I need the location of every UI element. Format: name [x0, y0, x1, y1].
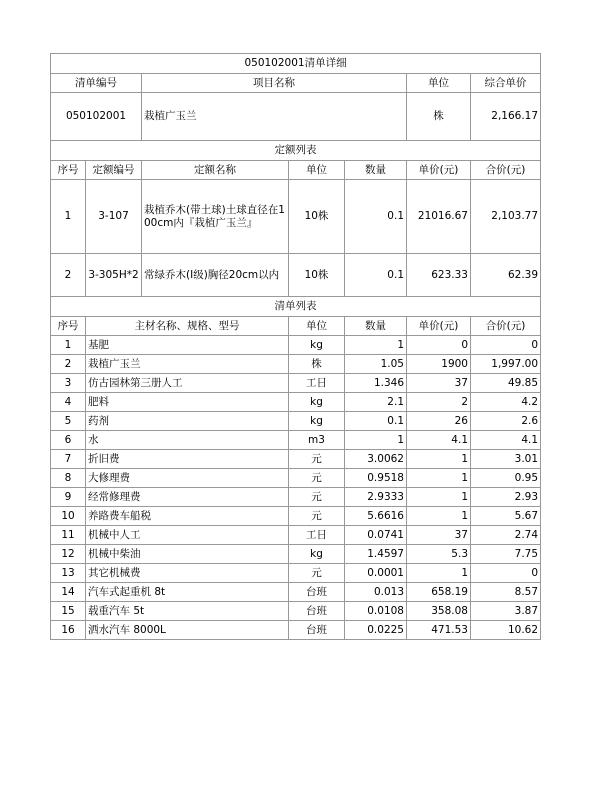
- material-total: 0: [471, 564, 541, 583]
- material-total-header: 合价(元): [471, 317, 541, 336]
- quota-no: 1: [51, 180, 86, 254]
- material-row: [51, 450, 541, 469]
- material-total: 4.1: [471, 431, 541, 450]
- quota-code: 3-305H*2: [86, 254, 142, 297]
- material-no: 13: [51, 564, 86, 583]
- quota-no-header: 序号: [51, 161, 86, 180]
- material-qty: 2.1: [345, 393, 407, 412]
- material-unit-price: 1: [407, 564, 471, 583]
- bill-price-header: 综合单价: [471, 74, 541, 93]
- material-qty: 0.0741: [345, 526, 407, 545]
- material-total: 2.74: [471, 526, 541, 545]
- material-unit-price: 5.3: [407, 545, 471, 564]
- material-unit: kg: [289, 545, 345, 564]
- material-unit: 元: [289, 564, 345, 583]
- material-row: [51, 583, 541, 602]
- material-name: 栽植广玉兰: [86, 355, 289, 374]
- material-name: 其它机械费: [86, 564, 289, 583]
- material-unit-price: 1900: [407, 355, 471, 374]
- material-qty: 0.1: [345, 412, 407, 431]
- quota-code: 3-107: [86, 180, 142, 254]
- material-row: [51, 621, 541, 640]
- material-qty: 1: [345, 431, 407, 450]
- material-qty: 5.6616: [345, 507, 407, 526]
- material-name: 养路费车船税: [86, 507, 289, 526]
- material-unit: kg: [289, 412, 345, 431]
- quota-total: 62.39: [471, 254, 541, 297]
- material-unit: 台班: [289, 621, 345, 640]
- material-qty: 0.013: [345, 583, 407, 602]
- quota-no: 2: [51, 254, 86, 297]
- material-row: [51, 336, 541, 355]
- quota-qty: 0.1: [345, 180, 407, 254]
- material-no: 2: [51, 355, 86, 374]
- material-name: 药剂: [86, 412, 289, 431]
- bill-name-header: 项目名称: [142, 74, 407, 93]
- material-total: 3.87: [471, 602, 541, 621]
- quota-name: 栽植乔木(带土球)土球直径在100cm内『栽植广玉兰』: [142, 180, 289, 254]
- material-unit: 株: [289, 355, 345, 374]
- quota-total-header: 合价(元): [471, 161, 541, 180]
- material-no: 9: [51, 488, 86, 507]
- quota-name-header: 定额名称: [142, 161, 289, 180]
- material-qty: 2.9333: [345, 488, 407, 507]
- quota-name: 常绿乔木(I级)胸径20cm以内: [142, 254, 289, 297]
- material-total: 49.85: [471, 374, 541, 393]
- material-qty: 0.0001: [345, 564, 407, 583]
- material-unit: 台班: [289, 602, 345, 621]
- quota-unit-header: 单位: [289, 161, 345, 180]
- material-no: 16: [51, 621, 86, 640]
- bill-unit: 株: [407, 93, 471, 141]
- material-name: 仿古园林第三册人工: [86, 374, 289, 393]
- material-no: 4: [51, 393, 86, 412]
- material-row: [51, 393, 541, 412]
- material-qty: 0.0108: [345, 602, 407, 621]
- material-unit: 元: [289, 488, 345, 507]
- material-total: 0.95: [471, 469, 541, 488]
- material-row: [51, 374, 541, 393]
- material-name: 洒水汽车 8000L: [86, 621, 289, 640]
- quota-unit: 10株: [289, 180, 345, 254]
- material-unit-price: 358.08: [407, 602, 471, 621]
- material-qty: 0.0225: [345, 621, 407, 640]
- material-name: 经常修理费: [86, 488, 289, 507]
- material-no: 14: [51, 583, 86, 602]
- material-name: 折旧费: [86, 450, 289, 469]
- material-unit-header: 单位: [289, 317, 345, 336]
- quota-total: 2,103.77: [471, 180, 541, 254]
- material-unit-price: 26: [407, 412, 471, 431]
- material-unit: kg: [289, 336, 345, 355]
- material-total: 10.62: [471, 621, 541, 640]
- material-unit-price-header: 单价(元): [407, 317, 471, 336]
- material-unit: 台班: [289, 583, 345, 602]
- material-no: 3: [51, 374, 86, 393]
- material-no: 5: [51, 412, 86, 431]
- material-unit: m3: [289, 431, 345, 450]
- material-total: 7.75: [471, 545, 541, 564]
- quota-code-header: 定额编号: [86, 161, 142, 180]
- material-qty: 1.4597: [345, 545, 407, 564]
- material-row: [51, 507, 541, 526]
- material-unit-price: 658.19: [407, 583, 471, 602]
- material-unit-price: 37: [407, 374, 471, 393]
- quota-unit-price-header: 单价(元): [407, 161, 471, 180]
- material-qty: 3.0062: [345, 450, 407, 469]
- material-total: 3.01: [471, 450, 541, 469]
- material-unit-price: 2: [407, 393, 471, 412]
- material-row: [51, 355, 541, 374]
- material-no: 15: [51, 602, 86, 621]
- material-unit: 工日: [289, 374, 345, 393]
- material-unit: 工日: [289, 526, 345, 545]
- quota-unit-price: 623.33: [407, 254, 471, 297]
- material-total: 1,997.00: [471, 355, 541, 374]
- material-unit: 元: [289, 469, 345, 488]
- material-section-title: 清单列表: [51, 297, 541, 317]
- material-unit-price: 1: [407, 507, 471, 526]
- material-unit-price: 471.53: [407, 621, 471, 640]
- material-row: [51, 526, 541, 545]
- material-qty-header: 数量: [345, 317, 407, 336]
- quota-qty: 0.1: [345, 254, 407, 297]
- material-name: 肥料: [86, 393, 289, 412]
- material-no-header: 序号: [51, 317, 86, 336]
- table-title: 050102001清单详细: [51, 54, 541, 74]
- material-qty: 1: [345, 336, 407, 355]
- material-total: 4.2: [471, 393, 541, 412]
- material-name: 汽车式起重机 8t: [86, 583, 289, 602]
- material-qty: 1.346: [345, 374, 407, 393]
- material-total: 0: [471, 336, 541, 355]
- material-row: [51, 602, 541, 621]
- material-unit-price: 1: [407, 488, 471, 507]
- material-unit: 元: [289, 507, 345, 526]
- quota-section-title: 定额列表: [51, 141, 541, 161]
- material-name-header: 主材名称、规格、型号: [86, 317, 289, 336]
- material-no: 8: [51, 469, 86, 488]
- material-total: 2.6: [471, 412, 541, 431]
- quota-qty-header: 数量: [345, 161, 407, 180]
- material-unit-price: 4.1: [407, 431, 471, 450]
- material-no: 11: [51, 526, 86, 545]
- material-unit-price: 0: [407, 336, 471, 355]
- bill-unit-header: 单位: [407, 74, 471, 93]
- material-name: 基肥: [86, 336, 289, 355]
- material-total: 2.93: [471, 488, 541, 507]
- material-no: 12: [51, 545, 86, 564]
- material-name: 机械中人工: [86, 526, 289, 545]
- quota-unit-price: 21016.67: [407, 180, 471, 254]
- material-unit: kg: [289, 393, 345, 412]
- bill-code-header: 清单编号: [51, 74, 142, 93]
- material-no: 6: [51, 431, 86, 450]
- quota-unit: 10株: [289, 254, 345, 297]
- quota-row: [51, 254, 541, 297]
- material-row: [51, 431, 541, 450]
- material-name: 水: [86, 431, 289, 450]
- material-total: 5.67: [471, 507, 541, 526]
- bill-detail-table: [50, 53, 541, 640]
- material-row: [51, 412, 541, 431]
- material-unit-price: 37: [407, 526, 471, 545]
- material-no: 1: [51, 336, 86, 355]
- material-name: 机械中柴油: [86, 545, 289, 564]
- material-name: 载重汽车 5t: [86, 602, 289, 621]
- material-name: 大修理费: [86, 469, 289, 488]
- material-unit: 元: [289, 450, 345, 469]
- material-unit-price: 1: [407, 450, 471, 469]
- material-no: 10: [51, 507, 86, 526]
- material-row: [51, 469, 541, 488]
- material-qty: 1.05: [345, 355, 407, 374]
- bill-code: 050102001: [51, 93, 142, 141]
- material-no: 7: [51, 450, 86, 469]
- material-total: 8.57: [471, 583, 541, 602]
- material-row: [51, 545, 541, 564]
- material-row: [51, 488, 541, 507]
- material-row: [51, 564, 541, 583]
- bill-name: 栽植广玉兰: [142, 93, 407, 141]
- material-unit-price: 1: [407, 469, 471, 488]
- material-qty: 0.9518: [345, 469, 407, 488]
- bill-price: 2,166.17: [471, 93, 541, 141]
- quota-row: [51, 180, 541, 254]
